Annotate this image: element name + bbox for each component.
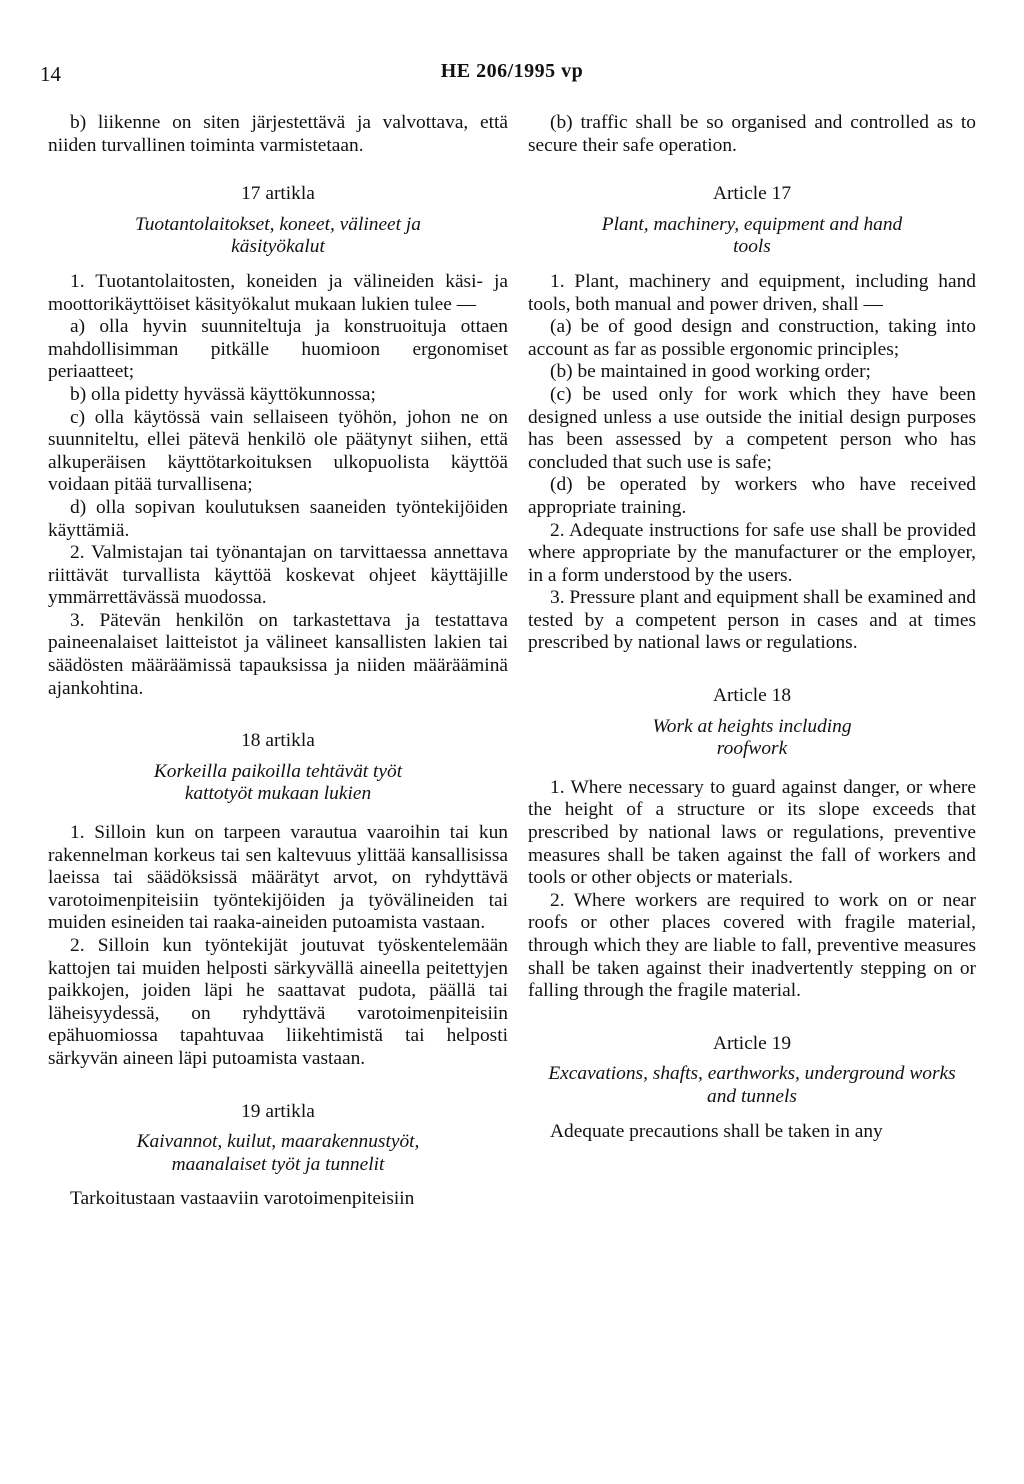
fi-art17-item-c: c) olla käytössä vain sellaiseen työhön, johon ne on suunniteltu, ellei pätevä henkilö ole päätynyt siihen, että alkuperäisen käyttötarkoituksen ulkopuolista käyttöä voidaan pitää turvallisena; [48,406,508,496]
en-article-18-heading [528,685,976,761]
finnish-column [48,112,508,1211]
fi-art17-paragraph-2: 2. Valmistajan tai työnantajan on tarvittaessa annettava riittävät turvallista käyttöä koskevat ohjeet käyttäjille ymmärrettävässä muodossa. [48,542,508,609]
en-art17-paragraph-3: 3. Pressure plant and equipment shall be examined and tested by a competent person in cases and at times prescribed by national laws or regulations. [528,587,976,654]
fi-article-19-heading [48,1101,508,1177]
fi-art17-paragraph-1: 1. Tuotantolaitosten, koneiden ja välineiden käsi- ja moottorikäyttöiset käsityökalut mukaan lukien tulee — [48,270,508,315]
en-intro-paragraph: (b) traffic shall be so organised and controlled as to secure their safe operation. [528,112,976,156]
fi-article-18-body [48,822,508,1071]
fi-article-18-heading [48,730,508,806]
en-article-18-title: Work at heights including roofwork [652,715,852,760]
en-article-19-title: Excavations, shafts, earthworks, underground works and tunnels [548,1063,956,1107]
en-art18-paragraph-2: 2. Where workers are required to work on or near roofs or other places covered with fragile material, through which they are liable to fall, preventive measures shall be taken against their inadvertently stepping on or falling through the fragile material. [528,889,976,1002]
fi-article-19-body [48,1188,508,1211]
fi-art17-item-d: d) olla sopivan koulutuksen saaneiden työntekijöiden käyttämiä. [48,496,508,541]
fi-art17-item-a: a) olla hyvin suunniteltuja ja konstruoituja ottaen mahdollisimman pitkälle huomioon ergonomiset periaatteet; [48,316,508,383]
en-article-19-number: Article 19 [712,1032,792,1054]
fi-art19-paragraph-1: Tarkoitustaan vastaaviin varotoimenpiteisiin [70,1188,415,1210]
en-article-17-number: Article 17 [712,183,792,205]
fi-article-17-title: Tuotantolaitokset, koneet, välineet ja käsityökalut [135,213,421,258]
fi-article-18-number: 18 artikla [241,730,315,752]
english-column [528,112,976,1143]
en-art17-item-c: (c) be used only for work which they have been designed unless a use outside the initial design purposes has been assessed by a competent person who has concluded that such use is safe; [528,383,976,473]
fi-article-17-heading [48,183,508,259]
en-article-18-body [528,777,976,1003]
running-title: HE 206/1995 vp [440,60,584,82]
en-art17-item-b: (b) be maintained in good working order; [550,361,871,383]
en-art17-item-a: (a) be of good design and construction, taking into account as far as possible ergonomic principles; [528,316,976,360]
en-art18-paragraph-1: 1. Where necessary to guard against danger, or where the height of a structure or its slope exceeds that prescribed by national laws or regulations, preventive measures shall be taken against the fall of workers and tools or other objects or materials. [528,776,976,889]
en-art19-paragraph-1: Adequate precautions shall be taken in any [550,1120,883,1142]
en-art17-item-d: (d) be operated by workers who have received appropriate training. [528,474,976,518]
en-article-19-heading [528,1033,976,1109]
fi-article-18-title: Korkeilla paikoilla tehtävät työt kattotyöt mukaan lukien [153,760,403,805]
fi-art17-item-b: b) olla pidetty hyvässä käyttökunnossa; [70,383,376,405]
fi-art18-paragraph-1: 1. Silloin kun on tarpeen varautua vaaroihin tai kun rakennelman korkeus tai sen kaltevuus ylittää kansallisissa laeissa tai säädöksissä määrätyt arvot, on ryhdyttävä varotoimenpiteisiin työntekijöiden ja työvälineiden tai muiden esineiden tai raaka-aineiden putoamista vastaan. [48,822,508,934]
en-article-18-number: Article 18 [712,685,792,707]
en-article-19-body [528,1121,976,1144]
en-article-17-title: Plant, machinery, equipment and hand tools [601,213,903,258]
en-article-17-body [528,271,976,655]
fi-art17-paragraph-3: 3. Pätevän henkilön on tarkastettava ja testattava paineenalaiset laitteistot ja välineet kansallisten lakien tai säädösten määräämissä tapauksissa ja niiden määrääminä ajankohtina. [48,609,508,699]
fi-intro-paragraph: b) liikenne on siten järjestettävä ja valvottava, että niiden turvallinen toiminta varmistetaan. [48,112,508,156]
en-art17-paragraph-1: 1. Plant, machinery and equipment, including hand tools, both manual and power driven, shall — [528,270,976,315]
fi-art18-paragraph-2: 2. Silloin kun työntekijät joutuvat työskentelemään kattojen tai muiden helposti särkyvällä aineella peitettyjen paikkojen, joiden läpi he saattavat pudota, päällä tai läheisyydessä, on ryhdyttävä varotoimenpiteisiin epähuomiossa tapahtuvaa liikehtimistä tai helposti särkyvän aineen läpi putoamista vastaan. [48,935,508,1069]
en-article-17-heading [528,183,976,259]
fi-article-17-body [48,271,508,700]
fi-article-19-number: 19 artikla [241,1100,315,1122]
en-art17-paragraph-2: 2. Adequate instructions for safe use shall be provided where appropriate by the manufacturer or the employer, in a form understood by the users. [528,519,976,586]
fi-article-17-number: 17 artikla [241,183,315,205]
fi-article-19-title: Kaivannot, kuilut, maarakennustyöt, maanalaiset työt ja tunnelit [136,1131,420,1175]
page-number: 14 [40,62,61,86]
